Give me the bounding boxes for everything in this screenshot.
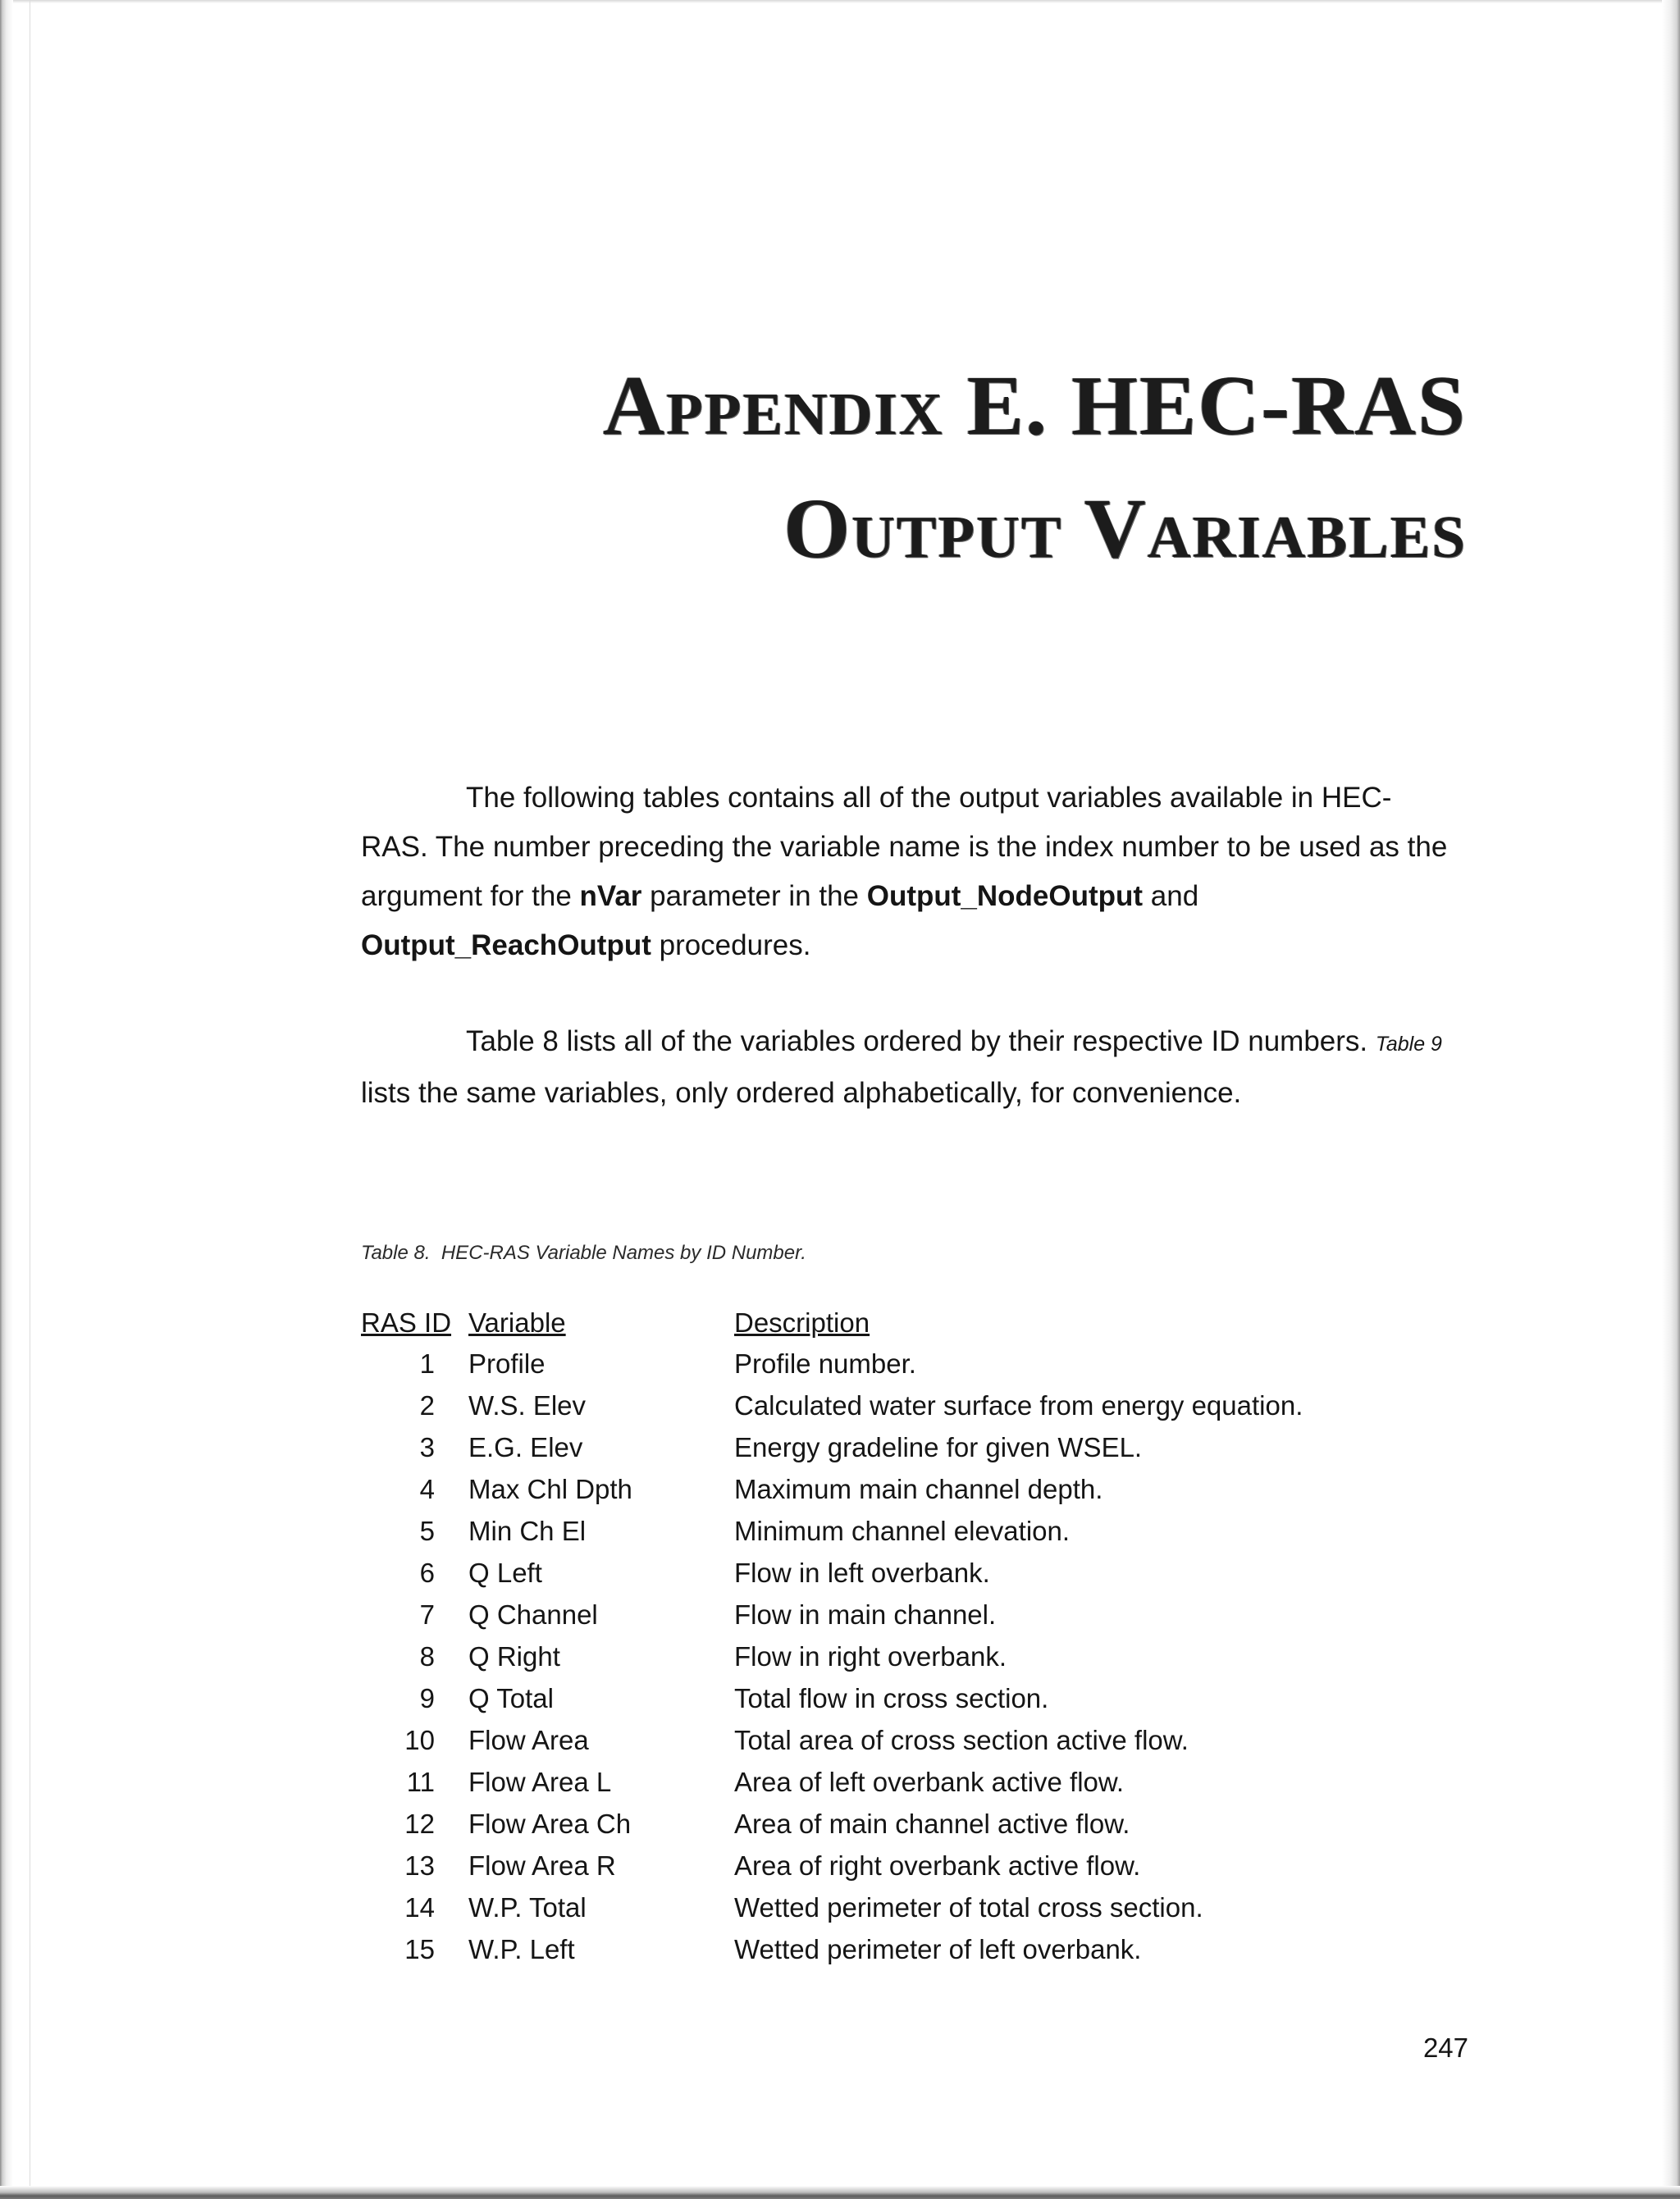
variable-cell: Q Right xyxy=(468,1641,560,1672)
header-ras-id: RAS ID xyxy=(361,1307,452,1338)
reference-text-2: lists the same variables, only ordered alphabetically, for convenience. xyxy=(361,1077,1242,1109)
description-cell: Calculated water surface from energy equation. xyxy=(734,1390,1303,1421)
variable-cell: Flow Area Ch xyxy=(468,1809,632,1839)
description-cell: Area of right overbank active flow. xyxy=(734,1850,1141,1881)
description-cell: Area of main channel active flow. xyxy=(734,1809,1130,1839)
table-row xyxy=(361,1719,1427,1761)
table-row xyxy=(361,1845,1427,1886)
ras-id-cell: 7 xyxy=(419,1599,435,1630)
header-description: Description xyxy=(734,1307,870,1338)
table-row xyxy=(361,1426,1427,1468)
ras-id-cell: 14 xyxy=(404,1892,435,1923)
description-cell: Flow in right overbank. xyxy=(734,1641,1007,1672)
nvar-term: nVar xyxy=(579,880,642,912)
ras-id-cell: 13 xyxy=(404,1850,435,1881)
table-header-row xyxy=(361,1303,1427,1343)
intro-text-4: procedures. xyxy=(651,929,811,961)
table-reference-paragraph xyxy=(361,1017,1452,1118)
variable-cell: W.P. Total xyxy=(468,1892,587,1923)
variable-cell: Flow Area R xyxy=(468,1850,616,1881)
table-row xyxy=(361,1761,1427,1803)
description-cell: Wetted perimeter of left overbank. xyxy=(734,1934,1142,1964)
description-cell: Maximum main channel depth. xyxy=(734,1474,1103,1504)
variable-cell: Q Left xyxy=(468,1558,542,1588)
scan-edge-right xyxy=(1662,0,1680,2199)
variable-cell: W.P. Left xyxy=(468,1934,575,1964)
table-row xyxy=(361,1928,1427,1970)
variable-cell: E.G. Elev xyxy=(468,1432,583,1462)
ras-id-cell: 12 xyxy=(404,1809,435,1839)
ras-id-cell: 6 xyxy=(419,1558,435,1588)
variable-cell: Flow Area xyxy=(468,1725,589,1755)
scan-edge-top xyxy=(0,0,1680,3)
table-row xyxy=(361,1552,1427,1594)
ras-id-cell: 3 xyxy=(419,1432,435,1462)
description-cell: Wetted perimeter of total cross section. xyxy=(734,1892,1203,1923)
table-row xyxy=(361,1636,1427,1677)
node-output-term: Output_NodeOutput xyxy=(866,880,1144,912)
variable-cell: W.S. Elev xyxy=(468,1390,587,1421)
description-cell: Profile number. xyxy=(734,1348,916,1379)
table-row xyxy=(361,1468,1427,1510)
description-cell: Total flow in cross section. xyxy=(734,1683,1049,1713)
page-number: 247 xyxy=(1422,2032,1468,2063)
reference-text-1: Table 8 lists all of the variables ordered by their respective ID numbers. xyxy=(466,1025,1376,1057)
ras-id-cell: 8 xyxy=(419,1641,435,1672)
intro-text-1: The following tables contains all of the output variables available in HEC-RAS. The number preceding the variable name is the index number to be used as the argument for the xyxy=(361,782,1448,912)
table-row xyxy=(361,1677,1427,1719)
variable-cell: Max Chl Dpth xyxy=(468,1474,632,1504)
header-variable: Variable xyxy=(468,1307,566,1338)
table-body xyxy=(361,1343,1427,1970)
scan-edge-bottom xyxy=(0,2186,1680,2199)
description-cell: Minimum channel elevation. xyxy=(734,1516,1071,1546)
ras-id-cell: 15 xyxy=(404,1934,435,1964)
variable-cell: Q Total xyxy=(468,1683,554,1713)
appendix-title-line2: Output Variables xyxy=(783,481,1467,576)
description-cell: Energy gradeline for given WSEL. xyxy=(734,1432,1143,1462)
ras-id-cell: 11 xyxy=(406,1767,435,1797)
variable-cell: Min Ch El xyxy=(468,1516,587,1546)
ras-id-cell: 1 xyxy=(419,1348,435,1379)
appendix-title xyxy=(318,344,1467,591)
ras-id-cell: 5 xyxy=(419,1516,435,1546)
ras-id-cell: 10 xyxy=(404,1725,435,1755)
description-cell: Flow in left overbank. xyxy=(734,1558,990,1588)
description-cell: Total area of cross section active flow. xyxy=(734,1725,1189,1755)
variables-table xyxy=(361,1303,1427,1970)
description-cell: Flow in main channel. xyxy=(734,1599,997,1630)
table-row xyxy=(361,1594,1427,1636)
reach-output-term: Output_ReachOutput xyxy=(361,929,651,961)
appendix-title-line1: Appendix E. HEC-RAS xyxy=(603,358,1467,453)
description-cell: Area of left overbank active flow. xyxy=(734,1767,1125,1797)
ras-id-cell: 2 xyxy=(419,1390,435,1421)
scan-edge-left xyxy=(0,0,13,2199)
table-row xyxy=(361,1886,1427,1928)
variable-cell: Profile xyxy=(468,1348,546,1379)
ras-id-cell: 9 xyxy=(419,1683,435,1713)
table-row xyxy=(361,1343,1427,1385)
table-row xyxy=(361,1510,1427,1552)
intro-text-2: parameter in the xyxy=(641,880,867,912)
table-caption: Table 8. HEC-RAS Variable Names by ID Number. xyxy=(361,1242,806,1264)
table-row xyxy=(361,1385,1427,1426)
intro-text-3: and xyxy=(1143,880,1199,912)
table-row xyxy=(361,1803,1427,1845)
variable-cell: Flow Area L xyxy=(468,1767,612,1797)
table-9-reference: Table 9 xyxy=(1375,1033,1442,1056)
variable-cell: Q Channel xyxy=(468,1599,598,1630)
intro-paragraph xyxy=(361,773,1452,970)
ras-id-cell: 4 xyxy=(419,1474,435,1504)
